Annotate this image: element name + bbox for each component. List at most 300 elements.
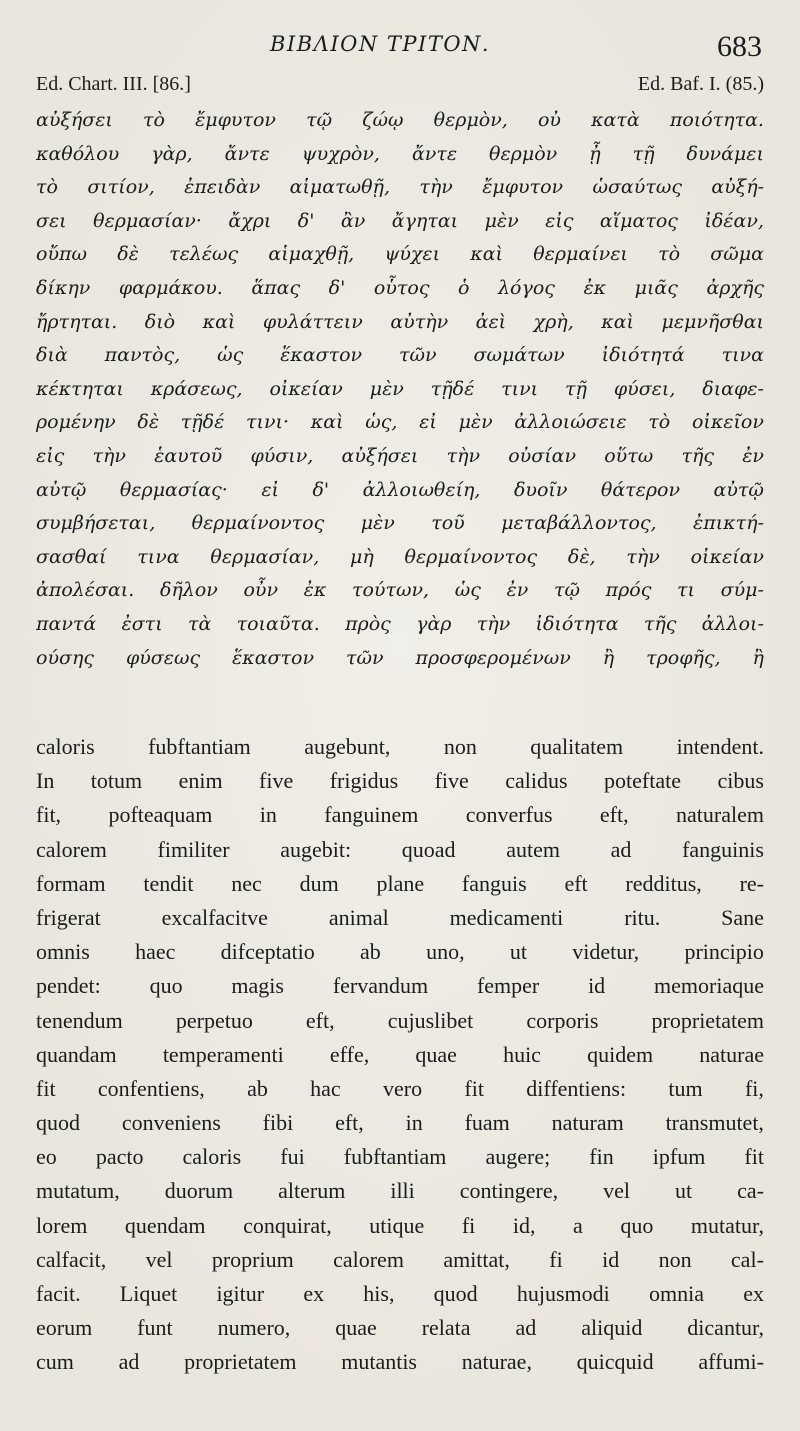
latin-text-line	[36, 1004, 764, 1038]
word: αὐτῷ	[713, 478, 764, 501]
edition-reference-chartier: Ed. Chart. III. [86.]	[36, 73, 191, 95]
word: vel	[145, 1246, 173, 1272]
word: totum	[90, 768, 143, 794]
word: ἄγηται	[391, 209, 459, 232]
word: τὴν	[92, 444, 126, 467]
word: In	[36, 768, 55, 794]
word: calfacit,	[36, 1246, 107, 1272]
word: διαφε-	[702, 377, 764, 400]
word: huic	[503, 1041, 541, 1067]
greek-text-line	[36, 306, 764, 340]
edition-reference-basel: Ed. Baf. I. (85.)	[637, 73, 764, 95]
word: plane	[376, 870, 425, 896]
latin-text-line	[36, 833, 764, 867]
word: cum	[36, 1349, 74, 1375]
word: τῇδέ	[430, 377, 475, 400]
word: fi,	[744, 1075, 764, 1101]
word: θερμασίαν·	[93, 209, 202, 232]
word: pacto	[95, 1144, 144, 1170]
word: τὴν	[446, 444, 481, 467]
word: ex	[743, 1281, 764, 1306]
word: fit	[744, 1144, 764, 1170]
word: αὐξήσει	[341, 444, 419, 467]
word: καὶ	[601, 310, 634, 333]
latin-text-line	[36, 1106, 764, 1140]
word: fuam	[464, 1110, 510, 1136]
word: mutatum,	[36, 1178, 120, 1204]
word: ψύχει	[384, 243, 441, 266]
word: τῶν	[345, 646, 384, 669]
word: δῆλον	[159, 579, 218, 602]
latin-text-line	[36, 1209, 764, 1243]
word: σασθαί	[36, 545, 107, 568]
word: aliquid	[581, 1315, 643, 1341]
word: ᾖ	[589, 142, 601, 165]
word: fit	[464, 1075, 484, 1101]
word: καὶ	[310, 411, 344, 434]
word: αὐτὴν	[390, 310, 449, 333]
word: ab	[247, 1075, 268, 1101]
word: ad	[515, 1315, 537, 1341]
word: οὐσίαν	[508, 444, 577, 467]
greek-text-line	[36, 608, 764, 642]
word: διὸ	[144, 310, 176, 333]
greek-text-line	[36, 642, 764, 676]
word: δίκην	[36, 276, 91, 299]
word: temperamenti	[162, 1041, 284, 1067]
word: magis	[231, 973, 284, 999]
word: παντά	[36, 612, 97, 635]
word: τῶν	[399, 344, 437, 367]
word: σῶμα	[710, 243, 764, 266]
word: ἐστι	[121, 612, 163, 635]
word: γὰρ,	[151, 142, 193, 165]
word: ὡσαύτως	[592, 176, 682, 199]
word: ἀρχῆς	[706, 276, 764, 299]
word: οἰκείαν	[690, 545, 764, 568]
latin-text-line	[36, 1038, 764, 1072]
word: naturae,	[461, 1349, 532, 1375]
word: ἀλλοιωθείη,	[362, 478, 481, 501]
greek-text-line	[36, 104, 764, 138]
word: ἕκαστον	[232, 646, 315, 669]
word: ἂν	[340, 209, 366, 232]
greek-text-line	[36, 272, 764, 306]
latin-text-line	[36, 935, 764, 969]
word: proprium	[211, 1246, 294, 1272]
word: εἰς	[36, 444, 65, 467]
word: εἰ	[261, 478, 279, 501]
latin-text-block	[36, 730, 764, 1380]
word: τὸ	[142, 109, 165, 131]
word: quae	[415, 1041, 457, 1067]
word: naturam	[551, 1110, 624, 1136]
word: perpetuo	[175, 1007, 253, 1033]
word: σύμ-	[720, 579, 764, 602]
greek-text-line	[36, 406, 764, 440]
word: quod	[36, 1110, 80, 1136]
word: fubftantiam	[343, 1144, 447, 1170]
word: παντὸς,	[104, 344, 181, 367]
word: fanguinis	[682, 836, 764, 862]
word: fervandum	[332, 973, 429, 999]
word: calorem	[36, 836, 107, 862]
word: τινι	[501, 377, 539, 400]
word: fanguinem	[324, 802, 419, 828]
word: hujusmodi	[516, 1281, 610, 1306]
word: cujuslibet	[387, 1007, 474, 1033]
latin-text-line	[36, 867, 764, 901]
word: caloris	[182, 1144, 242, 1170]
word: οὐ	[537, 109, 561, 131]
word: φύσεως	[125, 646, 201, 669]
word: ἄντε	[224, 142, 270, 165]
greek-text-line	[36, 238, 764, 272]
word: ἕκαστον	[280, 344, 363, 367]
word: quo	[620, 1212, 654, 1238]
word: redditus,	[625, 870, 702, 896]
word: dum	[299, 870, 339, 896]
word: ἰδέαν,	[704, 209, 764, 232]
word: eft,	[599, 802, 629, 828]
word: τινα	[137, 545, 180, 568]
word: ad	[610, 836, 632, 862]
word: σει	[36, 209, 67, 232]
word: frigerat	[36, 904, 101, 930]
word: τούτων,	[351, 579, 430, 602]
word: eft	[564, 870, 588, 896]
word: θερμαίνοντος	[404, 545, 538, 568]
word: principio	[684, 939, 764, 965]
running-head	[0, 30, 800, 64]
word: quidem	[587, 1041, 654, 1067]
word: transmutet,	[665, 1110, 764, 1136]
word: δ'	[312, 478, 330, 501]
word: calorem	[333, 1246, 404, 1272]
word: id	[602, 1246, 620, 1272]
word: utique	[369, 1212, 425, 1238]
word: quendam	[124, 1212, 206, 1238]
word: αἱμαχθῇ,	[268, 243, 355, 266]
word: τὴν	[419, 176, 453, 199]
word: τὴν	[626, 545, 660, 568]
word: poteftate	[604, 768, 681, 794]
word: id	[588, 973, 606, 999]
word: tum	[668, 1075, 703, 1101]
word: τὸ	[658, 243, 681, 266]
word: pendet:	[36, 973, 101, 999]
word: ὡς,	[365, 411, 398, 434]
word: vel	[603, 1178, 630, 1204]
word: funt	[137, 1315, 173, 1341]
word: ἔμφυτον	[482, 176, 564, 199]
word: γὰρ	[416, 612, 452, 635]
word: τὸ	[36, 176, 58, 199]
word: αἱματωθῇ,	[289, 176, 390, 199]
word: nec	[231, 870, 262, 896]
word: femper	[476, 973, 540, 999]
greek-text-line	[36, 440, 764, 474]
edition-reference-line	[36, 73, 764, 101]
word: ὁ	[458, 276, 470, 299]
word: δὲ,	[567, 545, 596, 568]
word: amittat,	[443, 1246, 510, 1272]
word: cibus	[717, 768, 764, 794]
word: fi	[549, 1246, 563, 1272]
word: αὐτῷ	[36, 478, 87, 501]
word: ἑαυτοῦ	[154, 444, 223, 467]
word: μιᾶς	[634, 276, 678, 299]
greek-text-line	[36, 373, 764, 407]
word: ἐκ	[583, 276, 607, 299]
word: uno,	[426, 939, 465, 965]
word: fanguis	[461, 870, 527, 896]
word: τὴν	[476, 612, 511, 635]
word: illi	[390, 1178, 415, 1204]
word: τῷ	[553, 579, 580, 602]
word: tenendum	[36, 1007, 123, 1033]
word: ἐν	[506, 579, 529, 602]
word: dicantur,	[687, 1315, 764, 1341]
word: difceptatio	[220, 939, 315, 965]
word: a	[573, 1212, 583, 1238]
word: intendent.	[676, 734, 764, 759]
greek-text-line	[36, 474, 764, 508]
word: alterum	[278, 1178, 346, 1204]
word: memoriaque	[654, 973, 764, 999]
word: ut	[674, 1178, 693, 1204]
word: omnia	[648, 1281, 704, 1306]
word: μὲν	[360, 512, 395, 535]
word: δὲ	[117, 243, 139, 266]
word: enim	[178, 768, 223, 794]
word: δυοῖν	[513, 478, 568, 501]
word: κατὰ	[591, 109, 640, 131]
word: καὶ	[202, 310, 236, 333]
word: ζώῳ	[362, 109, 404, 131]
word: ἰδιότητά	[601, 344, 685, 367]
word: effe,	[329, 1041, 370, 1067]
word: vero	[383, 1075, 423, 1101]
word: ἔμφυτον	[195, 109, 276, 131]
word: quandam	[36, 1041, 117, 1067]
word: φύσει,	[613, 377, 676, 400]
word: θάτερον	[600, 478, 681, 501]
word: igitur	[216, 1281, 265, 1306]
word: medicamenti	[449, 904, 564, 930]
word: hac	[310, 1075, 341, 1101]
word: fui	[280, 1144, 305, 1170]
word: fi	[461, 1212, 476, 1238]
word: fin	[589, 1144, 614, 1170]
word: θερμαίνοντος	[191, 512, 325, 535]
word: frigidus	[329, 768, 399, 794]
word: ἀλλοιώσειε	[514, 411, 627, 434]
word: ἐν	[742, 444, 764, 467]
word: videtur,	[572, 939, 640, 965]
word: quae	[335, 1315, 377, 1341]
word: ἐπειδὰν	[184, 176, 261, 199]
word: θερμασίαν,	[210, 545, 320, 568]
word: converfus	[465, 802, 553, 828]
word: οὖν	[243, 579, 279, 602]
word: id,	[512, 1212, 536, 1238]
word: eorum	[36, 1315, 93, 1341]
word: αἵματος	[599, 209, 678, 232]
word: ἐπικτή-	[693, 512, 764, 535]
word: fit,	[36, 802, 62, 828]
word: τῇ	[565, 377, 587, 400]
word: conveniens	[121, 1110, 221, 1136]
latin-text-line	[36, 1243, 764, 1277]
latin-text-line	[36, 969, 764, 1003]
word: λόγος	[497, 276, 555, 299]
greek-text-line	[36, 171, 764, 205]
word: ἀλλοι-	[701, 612, 764, 635]
word: ἅπας	[251, 276, 301, 299]
word: eo	[36, 1144, 57, 1170]
word: τῇδέ	[180, 411, 225, 434]
word: δυνάμει	[686, 142, 764, 165]
word: οἰκείαν	[269, 377, 343, 400]
word: in	[405, 1110, 423, 1136]
word: οἰκεῖον	[691, 411, 764, 434]
word: relata	[421, 1315, 471, 1341]
word: ex	[303, 1281, 325, 1306]
word: ἢ	[752, 646, 764, 669]
word: ἢ	[602, 646, 615, 669]
word: naturae	[699, 1041, 764, 1067]
word: φύσιν,	[250, 444, 314, 467]
word: μεταβάλλοντος,	[501, 512, 657, 535]
latin-text-line	[36, 1072, 764, 1106]
word: fubftantiam	[148, 734, 251, 759]
running-title: ΒΙΒΛΙΟΝ ΤΡΙΤΟΝ.	[270, 32, 491, 56]
word: ρομένην	[36, 411, 116, 434]
word: corporis	[526, 1007, 599, 1033]
word: ἄντε	[411, 142, 458, 165]
word: cal-	[730, 1246, 764, 1272]
word: τὸ	[648, 411, 671, 434]
word: σιτίον,	[87, 176, 155, 199]
word: προσφερομένων	[415, 646, 571, 669]
word: quoad	[401, 836, 456, 862]
word: μὲν	[458, 411, 493, 434]
word: δὲ	[137, 411, 160, 434]
word: τοῦ	[431, 512, 465, 535]
word: σωμάτων	[473, 344, 565, 367]
word: ἀεὶ	[475, 310, 507, 333]
greek-text-line	[36, 138, 764, 172]
latin-text-line	[36, 1140, 764, 1174]
word: ἐκ	[303, 579, 327, 602]
word: συμβήσεται,	[36, 512, 156, 535]
word: αὐξή-	[711, 176, 764, 199]
word: mutatur,	[690, 1212, 764, 1238]
word: confentiens,	[97, 1075, 205, 1101]
word: omnis	[36, 939, 90, 965]
word: κράσεως,	[150, 377, 243, 400]
word: augere;	[485, 1144, 551, 1170]
word: διὰ	[36, 344, 68, 367]
word: οὕτω	[604, 444, 654, 467]
word: qualitatem	[530, 734, 624, 759]
word: θερμὸν	[489, 142, 558, 165]
greek-text-line	[36, 507, 764, 541]
word: χρὴ,	[533, 310, 574, 333]
latin-text-line	[36, 730, 764, 764]
word: τῆς	[681, 444, 714, 467]
word: πρός	[605, 579, 652, 602]
word: μεμνῆσθαι	[661, 310, 764, 333]
word: quod	[433, 1281, 478, 1306]
word: contingere,	[459, 1178, 559, 1204]
word: ὡς	[217, 344, 244, 367]
word: numero,	[217, 1315, 291, 1341]
word: tendit	[143, 870, 194, 896]
word: ad	[118, 1349, 140, 1375]
word: calidus	[505, 768, 568, 794]
word: ut	[509, 939, 527, 965]
word: θερμὸν,	[433, 109, 508, 131]
word: φυλάττειν	[262, 310, 363, 333]
greek-text-line	[36, 574, 764, 608]
word: εἰ	[419, 411, 437, 434]
word: augebunt,	[304, 734, 391, 759]
word: φαρμάκου.	[118, 276, 223, 299]
word: non	[658, 1246, 692, 1272]
word: naturalem	[676, 802, 764, 828]
greek-text-line	[36, 541, 764, 575]
word: ἄχρι	[228, 209, 272, 232]
word: ritu.	[624, 904, 661, 930]
word: δ'	[328, 276, 346, 299]
word: ἤρτηται.	[36, 310, 118, 333]
word: θερμασίας·	[119, 478, 228, 501]
word: five	[434, 768, 469, 794]
word: κέκτηται	[36, 377, 124, 400]
latin-text-line	[36, 1311, 764, 1345]
word: fit	[36, 1075, 56, 1101]
word: ἰδιότητα	[535, 612, 619, 635]
word: οὗτος	[373, 276, 430, 299]
word: τι	[677, 579, 695, 602]
word: lorem	[36, 1212, 88, 1238]
word: eft,	[305, 1007, 335, 1033]
word: ca-	[737, 1178, 764, 1204]
word: formam	[36, 870, 106, 896]
latin-text-line	[36, 901, 764, 935]
latin-text-line	[36, 798, 764, 832]
word: eft,	[335, 1110, 364, 1136]
word: Sane	[721, 904, 764, 930]
word: πρὸς	[345, 612, 391, 635]
word: τοιαῦτα.	[236, 612, 320, 635]
word: ούσης	[36, 646, 94, 669]
word: fimiliter	[157, 836, 230, 862]
word: duorum	[164, 1178, 234, 1204]
word: μὲν	[484, 209, 519, 232]
word: οὔπω	[36, 243, 87, 266]
word: affumi-	[698, 1349, 764, 1375]
word: augebit:	[280, 836, 352, 862]
word: τελέως	[169, 243, 239, 266]
latin-text-line	[36, 1174, 764, 1208]
latin-text-line	[36, 764, 764, 798]
word: μὲν	[369, 377, 404, 400]
word: proprietatem	[184, 1349, 297, 1375]
word: εἰς	[545, 209, 574, 232]
